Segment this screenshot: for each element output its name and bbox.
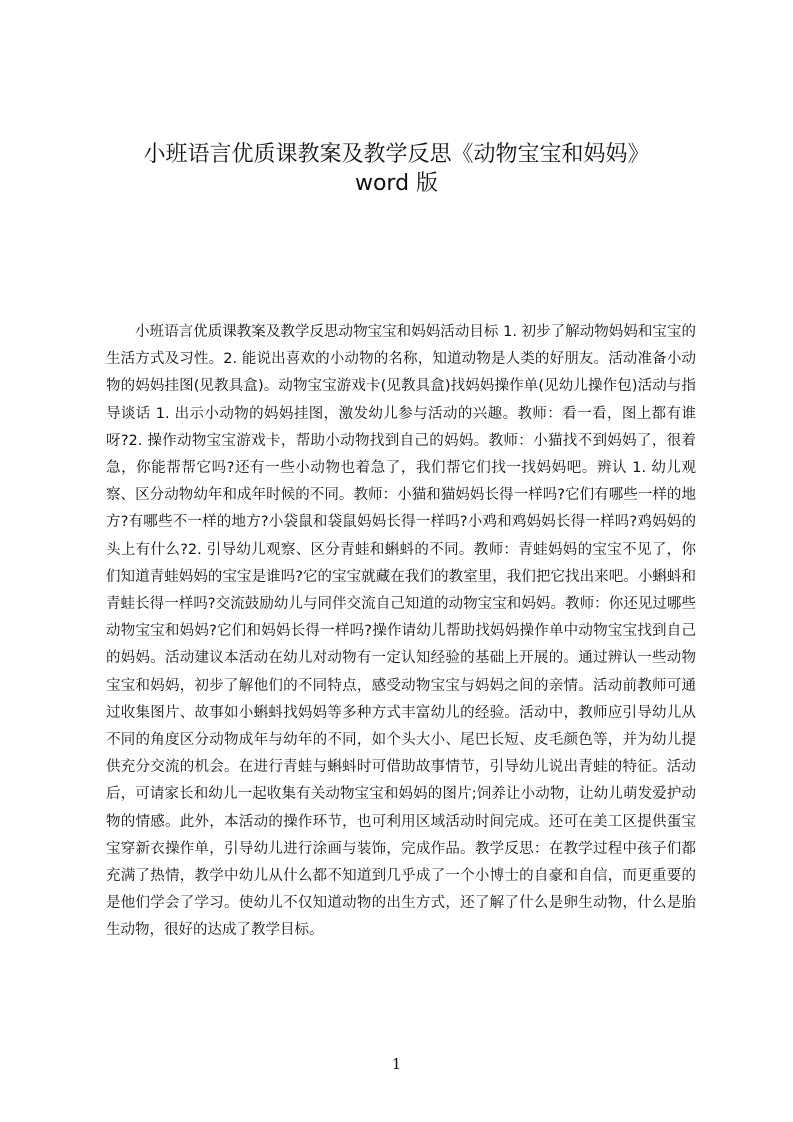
page-number: 1 bbox=[391, 1055, 402, 1073]
document-title bbox=[0, 140, 793, 198]
body-paragraph: 小班语言优质课教案及教学反思动物宝宝和妈妈活动目标 1. 初步了解动物妈妈和宝宝的生活方式及习性。2. 能说出喜欢的小动物的名称，知道动物是人类的好朋友。活动准备小动物的妈妈挂图(见教具盒)。动物宝宝游戏卡(见教具盒)找妈妈操作单(见幼儿操作包)活动与指导谈话 1. 出示小动物的妈妈挂图，激发幼儿参与活动的兴趣。教师：看一看，图上都有谁呀?2. 操作动物宝宝游戏卡，帮助小动物找到自己的妈妈。教师：小猫找不到妈妈了，很着急，你能帮帮它吗?还有一些小动物也着急了，我们帮它们找一找妈妈吧。辨认 1. 幼儿观察、区分动物幼年和成年时候的不同。教师：小猫和猫妈妈长得一样吗?它们有哪些一样的地方?有哪些不一样的地方?小袋鼠和袋鼠妈妈长得一样吗?小鸡和鸡妈妈长得一样吗?鸡妈妈的头上有什么?2. 引导幼儿观察、区分青蛙和蝌蚪的不同。教师：青蛙妈妈的宝宝不见了，你们知道青蛙妈妈的宝宝是谁吗?它的宝宝就藏在我们的教室里，我们把它找出来吧。小蝌蚪和青蛙长得一样吗?交流鼓励幼儿与同伴交流自己知道的动物宝宝和妈妈。教师：你还见过哪些动物宝宝和妈妈?它们和妈妈长得一样吗?操作请幼儿帮助找妈妈操作单中动物宝宝找到自己的妈妈。活动建议本活动在幼儿对动物有一定认知经验的基础上开展的。通过辨认一些动物宝宝和妈妈，初步了解他们的不同特点，感受动物宝宝与妈妈之间的亲情。活动前教师可通过收集图片、故事如小蝌蚪找妈妈等多种方式丰富幼儿的经验。活动中，教师应引导幼儿从不同的角度区分动物成年与幼年的不同，如个头大小、尾巴长短、皮毛颜色等，并为幼儿提供充分交流的机会。在进行青蛙与蝌蚪时可借助故事情节，引导幼儿说出青蛙的特征。活动后，可请家长和幼儿一起收集有关动物宝宝和妈妈的图片;饲养让小动物，让幼儿萌发爱护动物的情感。此外，本活动的操作环节，也可利用区域活动时间完成。还可在美工区提供蛋宝宝穿新衣操作单，引导幼儿进行涂画与装饰，完成作品。教学反思：在教学过程中孩子们都充满了热情，教学中幼儿从什么都不知道到几乎成了一个小博士的自豪和自信，而更重要的是他们学会了学习。使幼儿不仅知道动物的出生方式，还了解了什么是卵生动物，什么是胎生动物，很好的达成了教学目标。 bbox=[106, 324, 696, 939]
title-line-1: 小班语言优质课教案及教学反思《动物宝宝和妈妈》 bbox=[143, 142, 650, 167]
title-line-2: word 版 bbox=[354, 171, 439, 196]
